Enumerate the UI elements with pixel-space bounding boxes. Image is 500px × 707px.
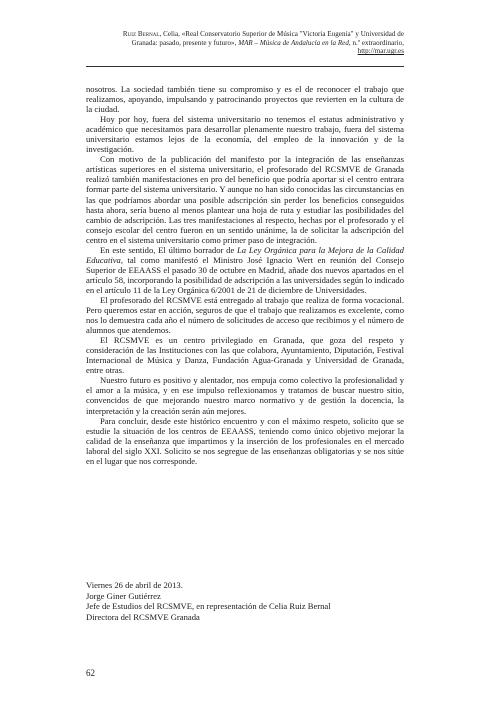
paragraph-6: El RCSMVE es un centro privilegiado en Granada, que goza del respeto y consideración de las Instituciones con las que colabora, Ayuntamiento, Diputación, Festival Internacional de Música y Danza, Fundación Agua-Granada y Universidad de Granada, entre otras.: [86, 335, 404, 376]
signature-role: Jefe de Estudios del RCSMVE, en representación de Celia Ruiz Bernal: [86, 601, 331, 612]
paragraph-2: Hoy por hoy, fuera del sistema universitario no tenemos el estatus administrativo y académico que necesitamos para desarrollar plenamente nuestro trabajo, fuera del sistema universitario estamos lejos de la economía, del empleo de la innovación y de la investigación.: [86, 114, 404, 155]
signature-date: Viernes 26 de abril de 2013.: [86, 580, 183, 590]
signature-block: [86, 580, 406, 622]
paragraph-4: [86, 245, 404, 295]
header-citation-part1: , Celia, «Real Conservatorio Superior de Música "Victoria Eugenia" y Universidad de Granada: pasado, presente y futuro»,: [131, 30, 404, 47]
running-header: [118, 30, 404, 56]
signature-role-2: Directora del RCSMVE Granada: [86, 611, 200, 622]
header-divider: [86, 66, 404, 67]
header-author: Ruiz Bernal: [122, 30, 160, 38]
header-citation-part2: , n.º extraordinario,: [348, 38, 404, 47]
paragraph-4-start: En este sentido, El último borrador de: [100, 244, 238, 255]
paragraph-7: Nuestro futuro es positivo y alentador, nos empuja como colectivo la profesionalidad y el amor a la música, y en ese impulso reflexionamos y tratamos de buscar nuestro sitio, convencidos de que mejorando nuestro marco normativo y de gestión la docencia, la interpretación y la creación serán aún mejores.: [86, 375, 404, 416]
law-title: La Ley Orgánica para la Mejora de la Calidad Educativa: [86, 244, 404, 265]
paragraph-8: Para concluir, desde este histórico encuentro y con el máximo respeto, solicito que se estudie la situación de los centros de EEAASS, teniendo como único objetivo mejorar la calidad de la enseñanza que impartimos y la inserción de los profesionales en el mercado laboral del siglo XXI. Solicito se nos segregue de las enseñanzas obligatorias y se nos sitúe en el lugar que nos corresponde.: [86, 415, 404, 466]
signature-name: Jorge Giner Gutiérrez: [86, 590, 161, 601]
header-journal: MAR – Música de Andalucía en la Red: [238, 38, 349, 47]
paragraph-4-end: , tal como manifestó el Ministro José Ignacio Wert en reunión del Consejo Superior de EEAASS el pasado 30 de octubre en Madrid, añade dos nuevos apartados en el artículo 58, incorporando la posibilidad de adscripción a las universidades según lo indicado en el artículo 11 de la Ley Orgánica 6/2001 de 21 de diciembre de Universidades.: [86, 254, 404, 295]
paragraph-5: El profesorado del RCSMVE está entregado al trabajo que realiza de forma vocacional. Pero queremos estar en acción, seguros de que el trabajo que realizamos es excelente, como nos lo demuestra cada año el número de solicitudes de acceso que recibimos y el número de alumnos que atendemos.: [86, 294, 404, 336]
body-text: [86, 84, 404, 466]
paragraph-1: nosotros. La sociedad también tiene su compromiso y es el de reconocer el trabajo que realizamos, apoyando, impulsando y patrocinando proyectos que revierten en la cultura de la ciudad.: [86, 84, 404, 115]
page-number: 62: [86, 668, 95, 678]
paragraph-3: Con motivo de la publicación del manifesto por la integración de las enseñanzas artísticas superiores en el sistema universitario, el profesorado del RCSMVE de Granada realizó también manifestaciones en pro del beneficio que podría aportar si el centro entrara formar parte del sistema universitario. Y aunque no han sido conocidas las circunstancias en las que podríamos abordar una posible adscripción sin perder los beneficios conseguidos hasta ahora, sería bueno al menos plantear una hoja de ruta y estudiar las posibilidades del cambio de adscripción. Las tres manifestaciones al respecto, hechas por el profesorado y el consejo escolar del centro fueron en un sentido unánime, la de solicitar la adscripción del centro en el sistema universitario como primer paso de integración.: [86, 154, 404, 245]
header-url-link[interactable]: http://mar.ugr.es: [357, 47, 404, 56]
